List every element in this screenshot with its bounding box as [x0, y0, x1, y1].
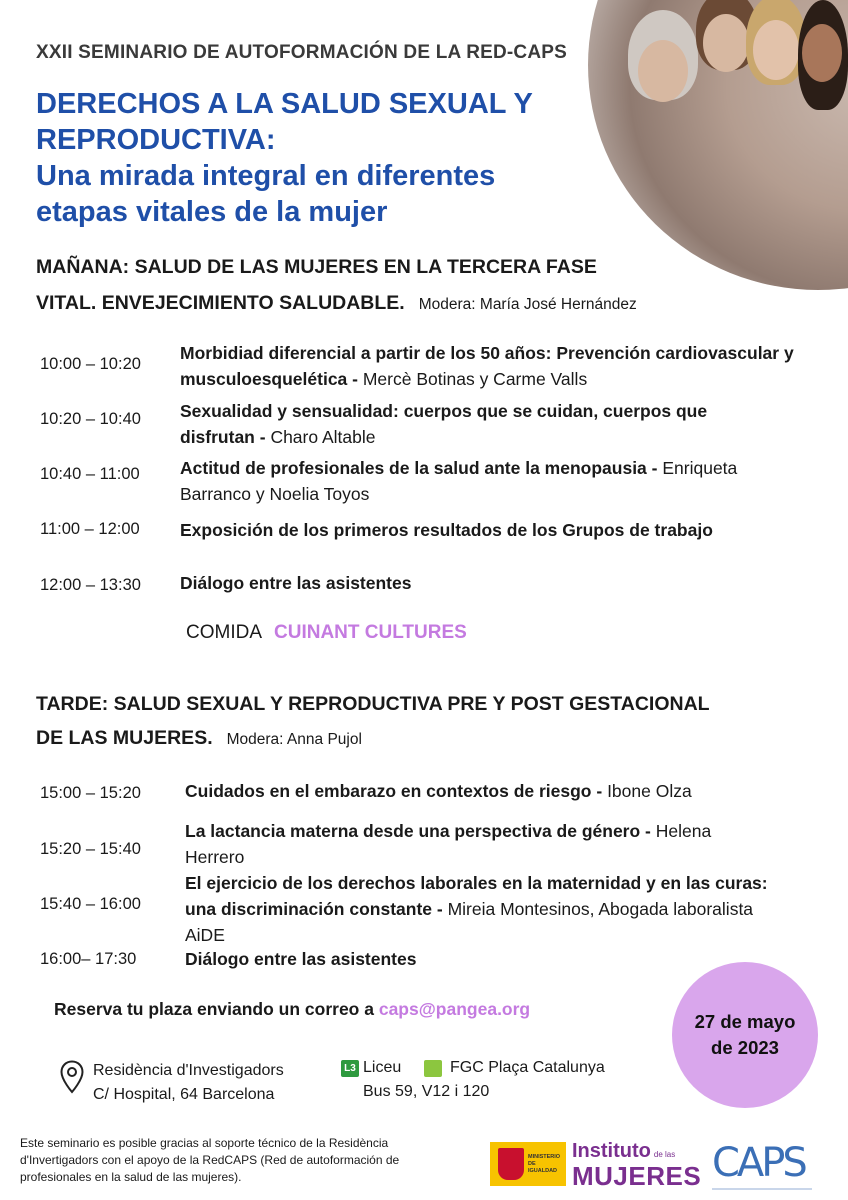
- date-badge: 27 de mayo de 2023: [672, 962, 818, 1108]
- seminar-label: XXII SEMINARIO DE AUTOFORMACIÓN DE LA RED-CAPS: [36, 42, 568, 63]
- ministry-logo: MINISTERIO DE IGUALDAD: [490, 1142, 566, 1186]
- coat-of-arms-icon: [498, 1148, 524, 1180]
- reservation-note: Reserva tu plaza enviando un correo a caps@pangea.org: [54, 999, 531, 1019]
- email-link[interactable]: caps@pangea.org: [378, 999, 531, 1019]
- lunch-venue: CUINANT CULTURES: [274, 622, 467, 643]
- instituto-mujeres-logo: Instituto de las MUJERES: [572, 1140, 702, 1191]
- header-photo: [588, 0, 848, 290]
- metro-station: Liceu: [363, 1059, 402, 1076]
- morning-heading: MAÑANA: SALUD DE LAS MUJERES EN LA TERCERA FASE VITAL. ENVEJECIMIENTO SALUDABLE. Modera: María José Hernández: [36, 256, 637, 314]
- page-title: DERECHOS A LA SALUD SEXUAL Y REPRODUCTIVA:: [36, 88, 533, 156]
- bus-lines: Bus 59, V12 i 120: [363, 1083, 490, 1100]
- venue-address: Residència d'Investigadors C/ Hospital, 64 Barcelona: [93, 1062, 284, 1103]
- morning-moderator: Modera: María José Hernández: [418, 296, 637, 313]
- caps-logo: CAPS: [712, 1140, 805, 1186]
- page-subtitle: Una mirada integral en diferentes etapas vitales de la mujer: [36, 160, 496, 228]
- lunch-note: COMIDA CUINANT CULTURES: [186, 622, 467, 643]
- footer-note: Este seminario es posible gracias al soporte técnico de la Residència d'Invertigadors con el apoyo de la RedCAPS (Red de autoformación de profesionales en la salud de las mujeres).: [20, 1136, 400, 1184]
- afternoon-moderator: Modera: Anna Pujol: [226, 731, 362, 748]
- metro-line-icon: L3: [341, 1060, 359, 1077]
- fgc-icon: [424, 1060, 442, 1077]
- location-pin-icon: [60, 1060, 84, 1094]
- afternoon-heading: TARDE: SALUD SEXUAL Y REPRODUCTIVA PRE Y POST GESTACIONAL DE LAS MUJERES. Modera: Anna Pujol: [36, 693, 710, 749]
- fgc-station: FGC Plaça Catalunya: [450, 1059, 605, 1076]
